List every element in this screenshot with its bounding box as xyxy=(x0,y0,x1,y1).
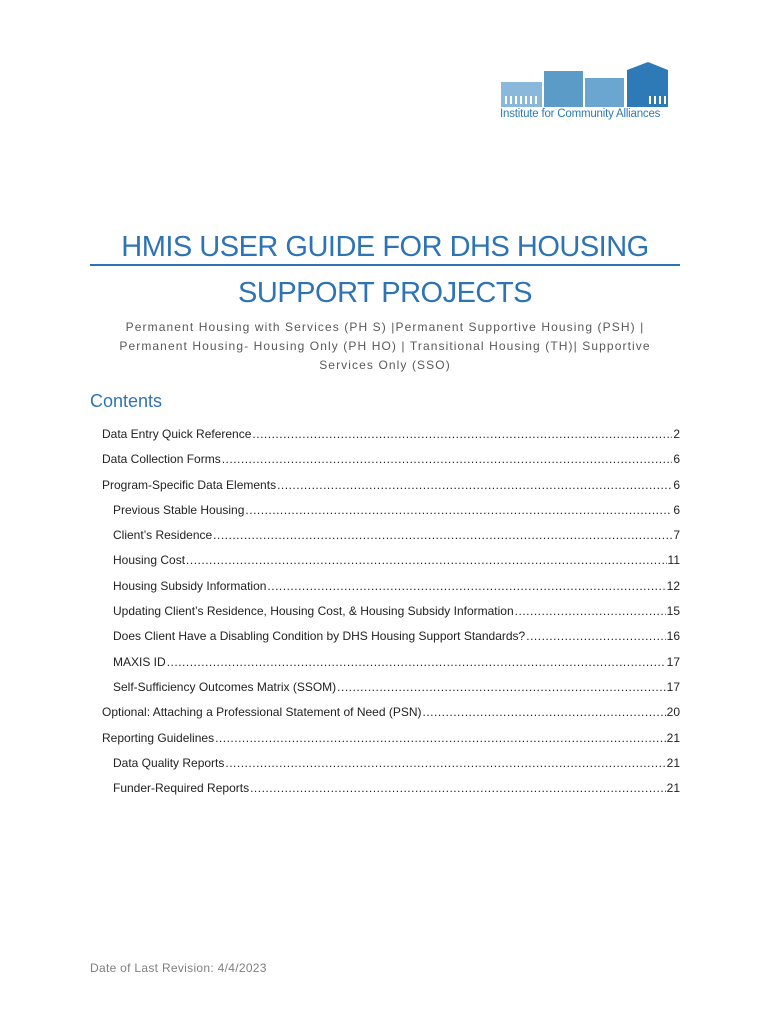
toc-label: Data Collection Forms xyxy=(102,452,221,467)
toc-entry-data-entry-quick-reference[interactable] xyxy=(102,424,680,449)
toc-page-number: 21 xyxy=(666,781,680,796)
title-line-1: HMIS USER GUIDE FOR DHS HOUSING xyxy=(121,231,649,263)
toc-entry-previous-stable-housing[interactable] xyxy=(102,500,680,525)
toc-page-number: 6 xyxy=(673,452,680,467)
title-divider xyxy=(90,264,680,266)
toc-label: Optional: Attaching a Professional Statement of Need (PSN) xyxy=(102,705,422,720)
toc-leader xyxy=(222,449,673,469)
toc-label: Updating Client’s Residence, Housing Cost, & Housing Subsidy Information xyxy=(113,604,514,619)
toc-leader xyxy=(215,728,666,748)
toc-page-number: 21 xyxy=(666,730,680,745)
toc-entry-program-specific-data-elements[interactable] xyxy=(102,475,680,500)
toc-label: Data Entry Quick Reference xyxy=(102,427,252,441)
toc-page-number: 15 xyxy=(666,604,680,619)
toc-page-number: 12 xyxy=(666,578,680,593)
toc-label: Program-Specific Data Elements xyxy=(102,477,277,492)
toc-leader xyxy=(252,424,672,444)
toc-entry-housing-subsidy-information[interactable] xyxy=(102,576,680,601)
document-title xyxy=(90,224,680,316)
toc-label: Housing Cost xyxy=(113,553,186,568)
toc-entry-maxis-id[interactable] xyxy=(102,652,680,677)
toc-leader xyxy=(213,525,672,545)
toc-page-number: 7 xyxy=(673,528,680,543)
toc-page-number: 16 xyxy=(666,629,680,644)
subtitle-line-1: Permanent Housing with Services (PH S) |Permanent Supportive Housing (PSH) | xyxy=(125,320,645,334)
toc-entry-updating-clients-residence[interactable] xyxy=(102,601,680,626)
toc-label: Reporting Guidelines xyxy=(102,730,215,745)
toc-page-number: 17 xyxy=(666,654,680,669)
toc-page-number: 11 xyxy=(667,553,680,568)
toc-leader xyxy=(250,778,666,798)
toc-entry-data-collection-forms[interactable] xyxy=(102,449,680,474)
toc-leader xyxy=(277,475,672,495)
toc-label: Data Quality Reports xyxy=(113,755,225,770)
toc-label: Client’s Residence xyxy=(113,528,213,543)
subtitle-line-3: Services Only (SSO) xyxy=(319,358,451,372)
logo-org-name: Institute for Community Alliances xyxy=(500,108,661,120)
toc-leader xyxy=(245,500,672,520)
toc-page-number: 6 xyxy=(673,502,680,517)
toc-leader xyxy=(267,576,665,596)
toc-label: MAXIS ID xyxy=(113,654,166,669)
subtitle-line-2: Permanent Housing- Housing Only (PH HO) | Transitional Housing (TH)| Supportive xyxy=(119,339,651,353)
toc-leader xyxy=(423,702,666,722)
toc-label: Funder-Required Reports xyxy=(113,781,250,796)
toc-leader xyxy=(186,550,666,570)
toc-page-number: 2 xyxy=(673,427,680,441)
toc-page-number: 20 xyxy=(666,705,680,720)
toc-leader xyxy=(225,753,665,773)
toc-label: Self-Sufficiency Outcomes Matrix (SSOM) xyxy=(113,679,337,694)
ica-logo xyxy=(499,60,671,126)
toc-entry-disabling-condition[interactable] xyxy=(102,626,680,651)
toc-label: Previous Stable Housing xyxy=(113,502,245,517)
building-skyline-icon xyxy=(499,60,671,108)
toc-page-number: 6 xyxy=(673,477,680,492)
toc-entry-clients-residence[interactable] xyxy=(102,525,680,550)
document-subtitle xyxy=(100,318,670,375)
toc-page-number: 21 xyxy=(666,755,680,770)
toc-leader xyxy=(167,652,666,672)
toc-leader xyxy=(515,601,666,621)
toc-entry-professional-statement-of-need[interactable] xyxy=(102,702,680,727)
toc-entry-data-quality-reports[interactable] xyxy=(102,753,680,778)
title-line-2: SUPPORT PROJECTS xyxy=(238,277,532,309)
toc-leader xyxy=(337,677,665,697)
revision-date: Date of Last Revision: 4/4/2023 xyxy=(90,961,267,975)
toc-label: Does Client Have a Disabling Condition by DHS Housing Support Standards? xyxy=(113,629,526,644)
table-of-contents xyxy=(102,424,680,803)
toc-page-number: 17 xyxy=(666,679,680,694)
toc-entry-reporting-guidelines[interactable] xyxy=(102,728,680,753)
toc-entry-housing-cost[interactable] xyxy=(102,550,680,575)
toc-entry-funder-required-reports[interactable] xyxy=(102,778,680,803)
contents-heading: Contents xyxy=(90,391,163,411)
toc-label: Housing Subsidy Information xyxy=(113,578,267,593)
toc-entry-ssom[interactable] xyxy=(102,677,680,702)
toc-leader xyxy=(526,626,665,646)
